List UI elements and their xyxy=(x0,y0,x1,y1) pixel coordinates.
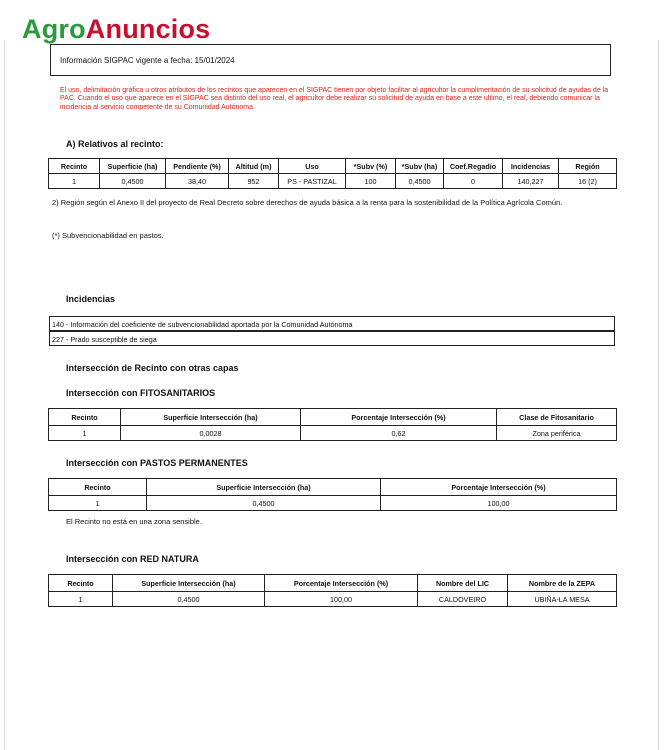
logo-part-agro: Agro xyxy=(22,14,86,44)
table-row xyxy=(49,174,617,189)
col-header: Superficie Intersección (ha) xyxy=(147,479,381,496)
col-header: Recinto xyxy=(49,479,147,496)
fitosanitarios-header-row xyxy=(49,409,617,426)
subvencionabilidad-note: (*) Subvencionabilidad en pastos. xyxy=(52,231,164,240)
incidencia-item: 227 - Prado susceptible de siega xyxy=(49,331,615,346)
col-header: Superficie Intersección (ha) xyxy=(121,409,301,426)
pastos-title: Intersección con PASTOS PERMANENTES xyxy=(66,458,248,468)
disclaimer-warning: El uso, delimitación gráfica u otros atributos de los recintos que aparecen en el SIGPAC tienen por objeto facilitar al agricultor la cumplimentación de su solicitud de ayudas de la PAC. Cuando el uso que aparece en el SIGPAC sea distinto del uso real, el agricultor debe realizar su solicitud de ayuda en base a este ultimo, el real, debiendo comunicar la incidencia al servicio competente de su Comunidad Autónoma. xyxy=(60,87,609,111)
table-cell: 0,4500 xyxy=(147,496,381,511)
incidencias-title: Incidencias xyxy=(66,294,116,304)
fitosanitarios-table xyxy=(48,408,617,441)
table-cell: 16 (2) xyxy=(559,174,617,189)
table-cell: 952 xyxy=(229,174,279,189)
col-header: Recinto xyxy=(49,409,121,426)
table-cell: 0,62 xyxy=(301,426,497,441)
table-cell: 100,00 xyxy=(265,592,418,607)
agroanuncios-logo[interactable] xyxy=(22,16,210,43)
red-natura-title: Intersección con RED NATURA xyxy=(66,554,199,564)
col-header: Nombre del LIC xyxy=(418,575,508,592)
red-natura-header-row xyxy=(49,575,617,592)
region-note: 2) Región según el Anexo II del proyecto de Real Decreto sobre derechos de ayuda básica a la renta para la sostenibilidad de la Política Agrícola Común. xyxy=(52,198,563,207)
table-cell: 1 xyxy=(49,496,147,511)
col-header: Superficie Intersección (ha) xyxy=(113,575,265,592)
table-cell: 100,00 xyxy=(381,496,617,511)
table-cell: 1 xyxy=(49,426,121,441)
col-header: Nombre de la ZEPA xyxy=(508,575,617,592)
col-header: Uso xyxy=(279,159,346,174)
table-cell: 0,4500 xyxy=(113,592,265,607)
col-header: Recinto xyxy=(49,159,100,174)
table-cell: UBIÑA-LA MESA xyxy=(508,592,617,607)
table-cell: 0 xyxy=(444,174,503,189)
table-cell: 100 xyxy=(346,174,396,189)
col-header: Porcentaje Intersección (%) xyxy=(381,479,617,496)
pastos-header-row xyxy=(49,479,617,496)
col-header: Incidencias xyxy=(503,159,559,174)
recinto-table xyxy=(48,158,617,189)
page-border-left xyxy=(4,40,5,750)
col-header: Superficie (ha) xyxy=(100,159,166,174)
sigpac-date-box xyxy=(50,44,611,76)
col-header: Recinto xyxy=(49,575,113,592)
sigpac-date-text: Información SIGPAC vigente a fecha: 15/01/2024 xyxy=(60,56,235,65)
col-header: Coef.Regadío xyxy=(444,159,503,174)
logo-part-anuncios: Anuncios xyxy=(85,14,211,44)
table-row xyxy=(49,592,617,607)
fitosanitarios-title: Intersección con FITOSANITARIOS xyxy=(66,388,216,398)
table-cell: Zona periférica xyxy=(497,426,617,441)
table-cell: 0,4500 xyxy=(396,174,444,189)
col-header: Región xyxy=(559,159,617,174)
recinto-section-title: A) Relativos al recinto: xyxy=(66,139,164,149)
col-header: Pendiente (%) xyxy=(166,159,229,174)
col-header: Altitud (m) xyxy=(229,159,279,174)
page-border-right xyxy=(658,40,659,750)
col-header: Porcentaje Intersección (%) xyxy=(301,409,497,426)
table-cell: 38,40 xyxy=(166,174,229,189)
table-cell: 1 xyxy=(49,174,100,189)
table-cell: PS - PASTIZAL xyxy=(279,174,346,189)
table-row xyxy=(49,426,617,441)
red-natura-table xyxy=(48,574,617,607)
interseccion-title: Intersección de Recinto con otras capas xyxy=(66,363,239,373)
table-cell: 140,227 xyxy=(503,174,559,189)
col-header: *Subv (%) xyxy=(346,159,396,174)
col-header: *Subv (ha) xyxy=(396,159,444,174)
table-cell: 0,4500 xyxy=(100,174,166,189)
table-cell: 0,0028 xyxy=(121,426,301,441)
recinto-header-row xyxy=(49,159,617,174)
table-cell: CALDOVEIRO xyxy=(418,592,508,607)
col-header: Porcentaje Intersección (%) xyxy=(265,575,418,592)
zona-sensible-note: El Recinto no está en una zona sensible. xyxy=(66,517,202,526)
table-cell: 1 xyxy=(49,592,113,607)
incidencia-item: 140 - Información del coeficiente de subvencionabilidad aportada por la Comunidad Autónoma xyxy=(49,316,615,331)
table-row xyxy=(49,496,617,511)
pastos-table xyxy=(48,478,617,511)
col-header: Clase de Fitosanitario xyxy=(497,409,617,426)
